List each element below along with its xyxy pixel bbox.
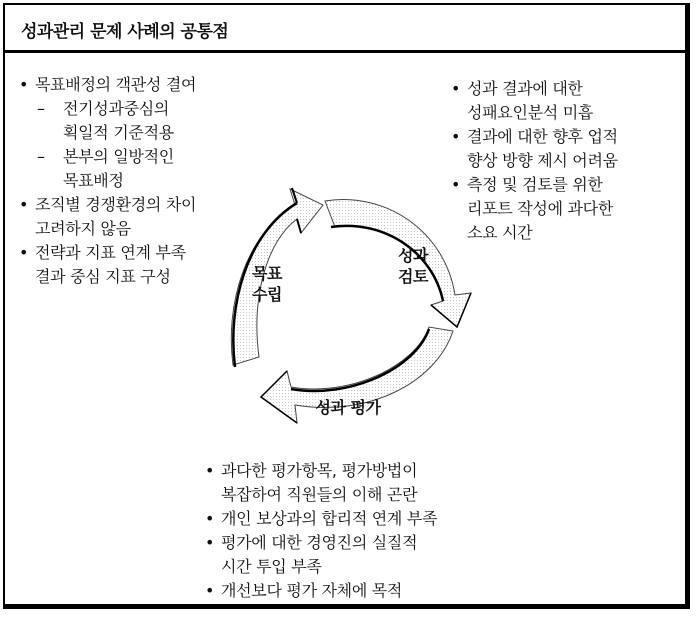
item-text: 조직별 경쟁환경의 차이	[35, 195, 197, 214]
bullet: •	[19, 195, 29, 214]
stage-label-line: 검토	[398, 267, 428, 286]
bullet: •	[205, 509, 215, 528]
item-text: 복잡하여 직원들의 이해 곤란	[221, 485, 418, 504]
item-text: 목표배정의 객관성 결여	[35, 75, 197, 94]
page-title: 성과관리 문제 사례의 공통점	[21, 22, 229, 42]
bullet: •	[451, 79, 461, 98]
bullet: •	[19, 75, 29, 94]
item-text: 획일적 기준적용	[63, 123, 174, 142]
item-text: 개선보다 평가 자체에 목적	[221, 581, 403, 600]
stage-label-line: 수립	[252, 285, 282, 304]
item-text: 개인 보상과의 합리적 연계 부족	[221, 509, 438, 528]
item-text: 고려하지 않음	[35, 219, 131, 238]
stage-label-line: 목표	[252, 264, 282, 283]
list-item	[205, 459, 525, 507]
dash: –	[37, 99, 45, 118]
diagram-frame	[3, 3, 690, 609]
stage-evaluation: 성과 평가	[315, 398, 381, 417]
item-text: 본부의 일방적인	[63, 147, 174, 166]
item-text: 향상 방향 제시 어려움	[467, 151, 618, 170]
bullet: •	[451, 175, 461, 194]
item-text: 결과에 대한 향후 업적	[467, 127, 618, 146]
item-text: 시간 투입 부족	[221, 557, 322, 576]
item-text: 측정 및 검토를 위한	[467, 175, 603, 194]
item-text: 결과 중심 지표 구성	[35, 267, 171, 286]
list-item	[205, 507, 525, 531]
item-text: 평가에 대한 경영진의 실질적	[221, 533, 418, 552]
stage-label-line: 성과	[398, 246, 428, 265]
bullet: •	[205, 581, 215, 600]
item-text: 전략과 지표 연계 부족	[35, 243, 186, 262]
bullet: •	[451, 127, 461, 146]
bullet: •	[205, 533, 215, 552]
item-text: 소요 시간	[467, 223, 533, 242]
stage-review	[387, 245, 439, 287]
item-text: 리포트 작성에 과다한	[467, 199, 613, 218]
item-text: 목표배정	[63, 171, 124, 190]
item-text: 성패요인분석 미흡	[467, 103, 594, 122]
bottom-problem-list	[205, 459, 525, 603]
bullet: •	[19, 243, 29, 262]
bullet: •	[205, 461, 215, 480]
item-text: 전기성과중심의	[63, 99, 170, 118]
dash: –	[37, 147, 45, 166]
list-item	[205, 531, 525, 579]
item-text: 성과 결과에 대한	[467, 79, 583, 98]
list-item	[205, 579, 525, 603]
item-text: 과다한 평가항목, 평가방법이	[221, 461, 418, 480]
stage-goal-setting	[241, 263, 293, 305]
